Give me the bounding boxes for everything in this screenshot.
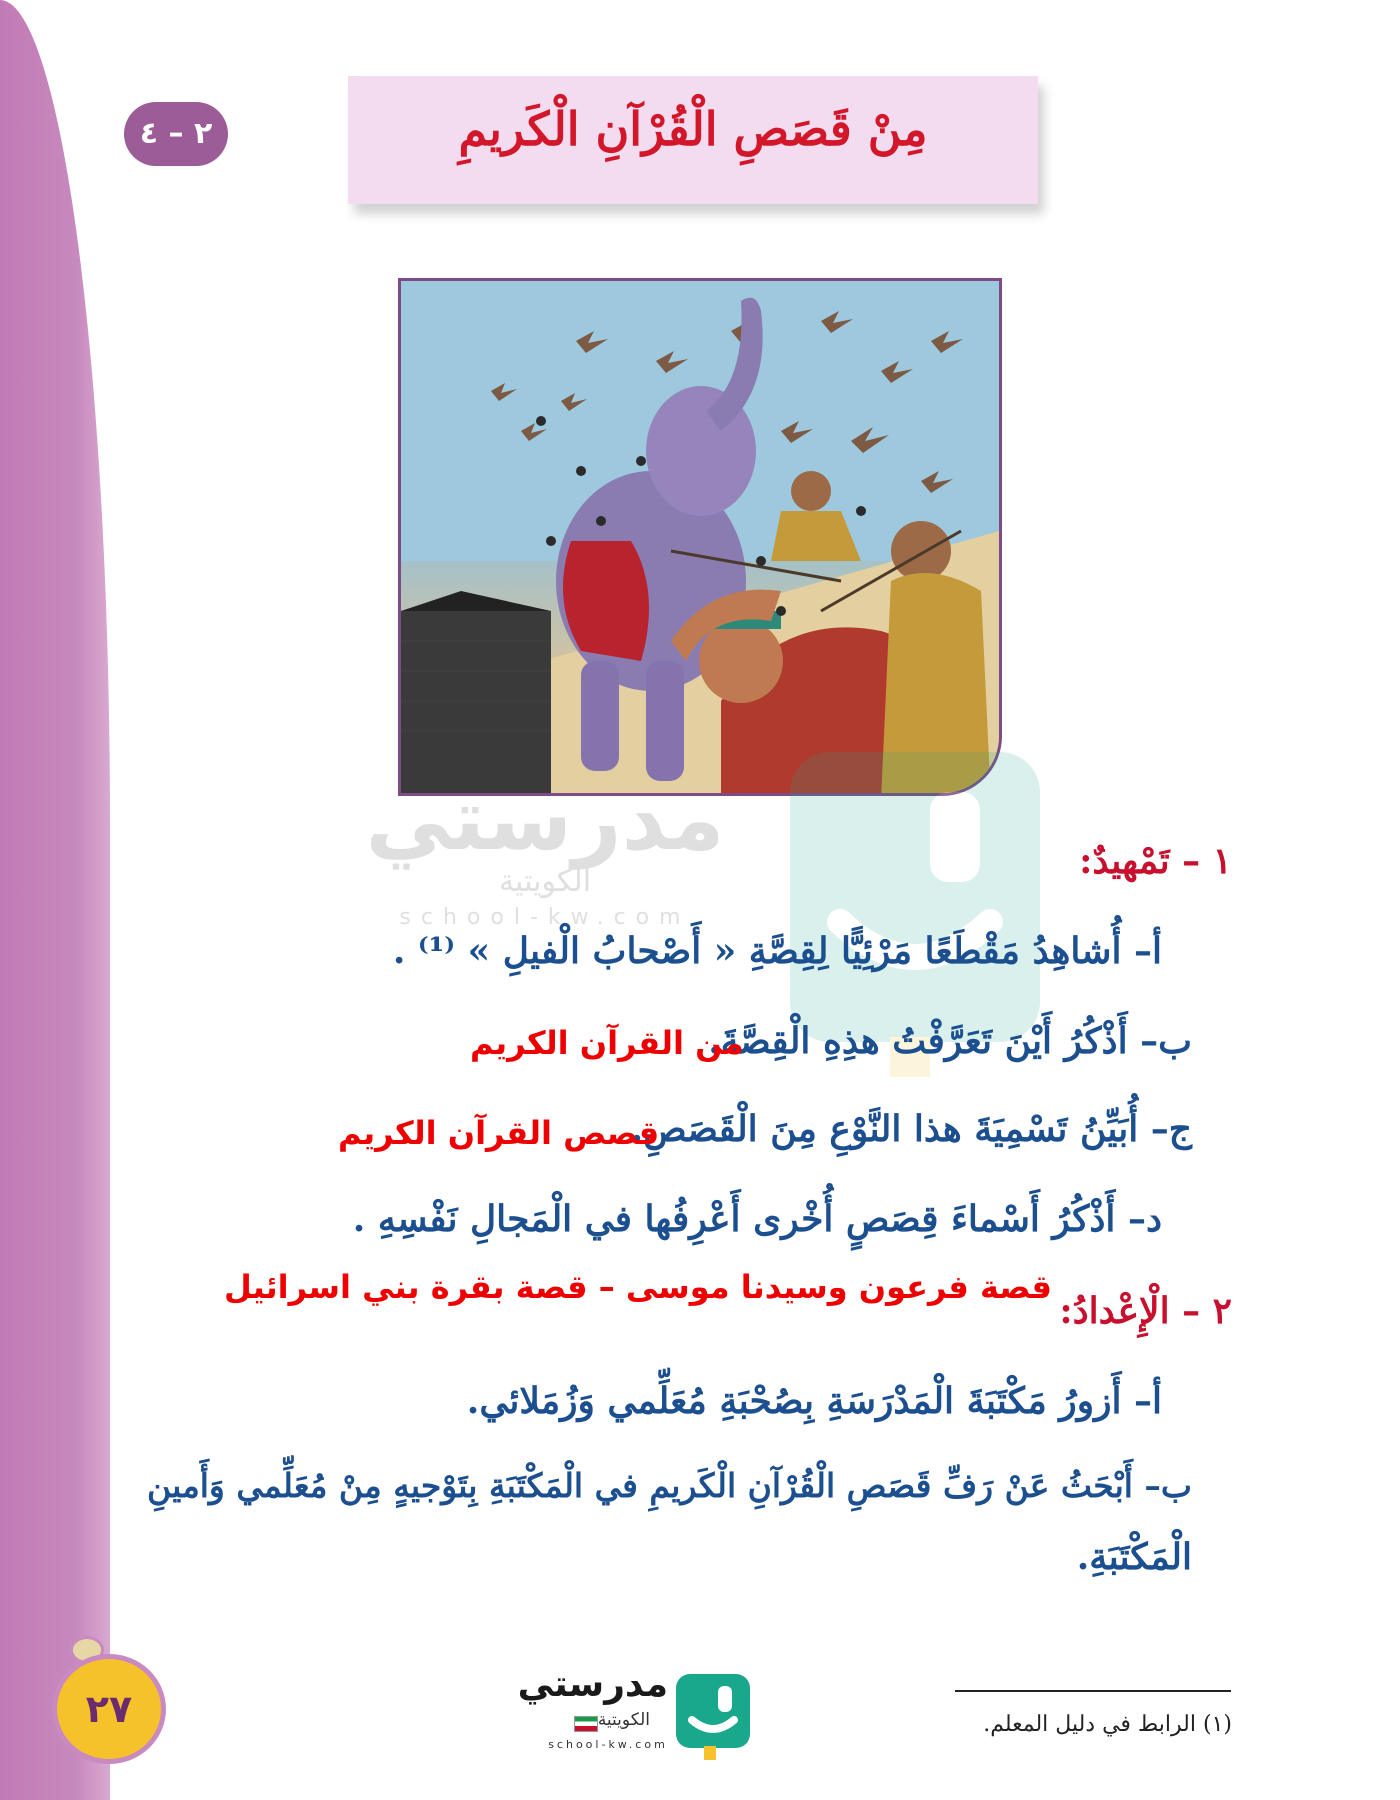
lesson-number-badge: ٢ – ٤ xyxy=(124,102,228,166)
lesson-title: مِنْ قَصَصِ الْقُرْآنِ الْكَريمِ xyxy=(458,102,928,156)
section2-item-b-line2: الْمَكْتَبَةِ. xyxy=(1076,1536,1192,1578)
lesson-title-box xyxy=(348,76,1038,204)
kuwait-flag-icon xyxy=(574,1716,598,1732)
section1-item-c: ج– أُبَيِّنُ تَسْمِيَةَ هذا النَّوْعِ مِنَ الْقَصَصِ. xyxy=(630,1108,1192,1150)
section1-answer-d: قصة فرعون وسيدنا موسى – قصة بقرة بني اسرائيل xyxy=(224,1268,1052,1306)
brand-name: مدرستي xyxy=(517,1664,668,1705)
side-decoration-band xyxy=(0,0,110,1800)
watermark-name: مدرستي xyxy=(365,770,725,870)
section1-item-d: د– أَذْكُرُ أَسْماءَ قِصَصٍ أُخْرى أَعْرِفُها في الْمَجالِ نَفْسِهِ . xyxy=(352,1198,1162,1240)
section2-item-a: أ– أَزورُ مَكْتَبَةَ الْمَدْرَسَةِ بِصُحْبَةِ مُعَلِّمي وَزُمَلائي. xyxy=(466,1380,1162,1422)
section1-heading: ١ – تَمْهيدٌ: xyxy=(1079,840,1232,882)
section1-item-b: ب– أَذْكُرُ أَيْنَ تَعَرَّفْتُ هذِهِ الْقِصَّةَ. xyxy=(708,1020,1192,1062)
watermark xyxy=(350,770,740,930)
section2-heading: ٢ – الْإِعْدادُ: xyxy=(1059,1290,1232,1332)
footnote-divider xyxy=(955,1690,1231,1692)
watermark-sub: الكويتية xyxy=(498,864,592,899)
footnote: (١) الرابط في دليل المعلم. xyxy=(983,1712,1232,1737)
section1-answer-c: قصص القرآن الكريم xyxy=(338,1114,660,1152)
page-number: ٢٧ xyxy=(52,1654,166,1764)
section1-answer-b: من القرآن الكريم xyxy=(470,1024,744,1062)
section1-item-a: أ– أُشاهِدُ مَقْطَعًا مَرْئِيًّا لِقِصَّةِ « أَصْحابُ الْفيلِ » ⁽¹⁾ . xyxy=(392,930,1162,972)
story-illustration xyxy=(398,278,1002,796)
brand-sub: الكويتية xyxy=(597,1710,650,1730)
section2-item-b-line1: ب– أَبْحَثُ عَنْ رَفِّ قَصَصِ الْقُرْآنِ الْكَريمِ في الْمَكْتَبَةِ بِتَوْجيهٍ مِنْ مُعَلِّمي وَأَمينِ xyxy=(146,1466,1192,1505)
brand-logo-icon xyxy=(676,1674,750,1762)
watermark-url: school-kw.com xyxy=(399,905,691,930)
brand-url: school-kw.com xyxy=(548,1738,668,1751)
